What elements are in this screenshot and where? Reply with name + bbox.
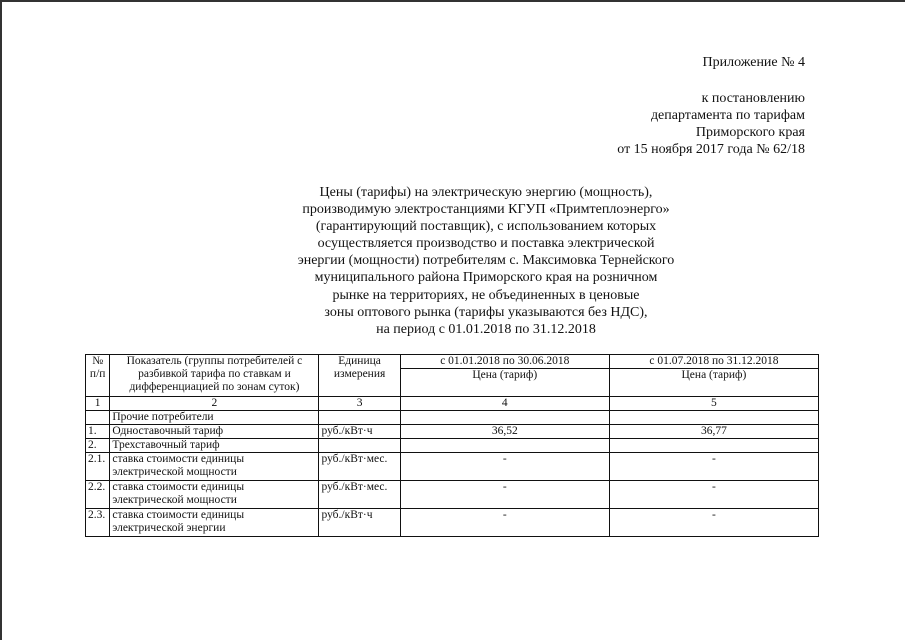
heading-line: зоны оптового рынка (тарифы указываются без НДС),: [324, 304, 648, 320]
appendix-block: [617, 54, 805, 158]
row-name: ставка стоимости единицы электрической мощности: [110, 481, 319, 509]
header-num: № п/п: [86, 355, 110, 397]
header-row-periods: [86, 355, 819, 369]
col-number: 3: [319, 397, 400, 411]
heading-line: осуществляется производство и поставка электрической: [317, 236, 655, 252]
col-number: 1: [86, 397, 110, 411]
row-name: Трехставочный тариф: [110, 439, 319, 453]
header-price-1: Цена (тариф): [400, 369, 609, 397]
row-price-2: [609, 439, 818, 453]
heading-line: рынке на территориях, не объединенных в ценовые: [332, 287, 640, 303]
row-unit: [319, 439, 400, 453]
row-price-2: -: [609, 453, 818, 481]
table-row: [86, 481, 819, 509]
table-row: [86, 425, 819, 439]
heading-line: Цены (тарифы) на электрическую энергию (мощность),: [319, 185, 653, 200]
appendix-line-1: к постановлению: [701, 91, 805, 106]
row-num: 2.1.: [86, 453, 110, 481]
row-price-1: 36,52: [400, 425, 609, 439]
col-number: 5: [609, 397, 818, 411]
header-unit: Единица измерения: [319, 355, 400, 397]
heading-line: производимую электростанциями КГУП «Примтеплоэнерго»: [302, 202, 670, 218]
header-indicator: Показатель (группы потребителей с разбивкой тарифа по ставкам и дифференциацией по зонам суток): [110, 355, 319, 397]
table-row: [86, 509, 819, 537]
row-unit: руб./кВт·мес.: [319, 453, 400, 481]
row-price-1: -: [400, 509, 609, 537]
table-row: [86, 453, 819, 481]
heading-line: муниципального района Приморского края на розничном: [314, 270, 658, 286]
row-num: 2.: [86, 439, 110, 453]
row-name: ставка стоимости единицы электрической мощности: [110, 453, 319, 481]
header-period-1: с 01.01.2018 по 30.06.2018: [400, 355, 609, 369]
section-row: [86, 411, 819, 425]
tariff-table: [85, 354, 819, 537]
col-number: 2: [110, 397, 319, 411]
row-name: Одноставочный тариф: [110, 425, 319, 439]
col-number: 4: [400, 397, 609, 411]
row-unit: руб./кВт·ч: [319, 509, 400, 537]
document-heading: [220, 184, 752, 338]
appendix-line-2: департамента по тарифам: [650, 108, 805, 123]
appendix-line-3: Приморского края: [695, 125, 805, 140]
row-price-2: -: [609, 481, 818, 509]
row-price-1: -: [400, 481, 609, 509]
row-name: ставка стоимости единицы электрической энергии: [110, 509, 319, 537]
table-row: [86, 439, 819, 453]
row-price-1: [400, 439, 609, 453]
row-price-2: 36,77: [609, 425, 818, 439]
heading-line: на период с 01.01.2018 по 31.12.2018: [376, 321, 596, 337]
column-numbers-row: [86, 397, 819, 411]
row-num: 1.: [86, 425, 110, 439]
row-unit: руб./кВт·мес.: [319, 481, 400, 509]
header-period-2: с 01.07.2018 по 31.12.2018: [609, 355, 818, 369]
section-label: Прочие потребители: [110, 411, 319, 425]
row-price-2: -: [609, 509, 818, 537]
row-price-1: -: [400, 453, 609, 481]
header-price-2: Цена (тариф): [609, 369, 818, 397]
row-num: 2.2.: [86, 481, 110, 509]
appendix-title: Приложение № 4: [702, 55, 805, 70]
heading-line: (гарантирующий поставщик), с использованием которых: [315, 219, 657, 235]
heading-line: энергии (мощности) потребителям с. Максимовка Тернейского: [297, 253, 675, 269]
row-num: 2.3.: [86, 509, 110, 537]
row-unit: руб./кВт·ч: [319, 425, 400, 439]
appendix-line-4: от 15 ноября 2017 года № 62/18: [617, 142, 805, 157]
